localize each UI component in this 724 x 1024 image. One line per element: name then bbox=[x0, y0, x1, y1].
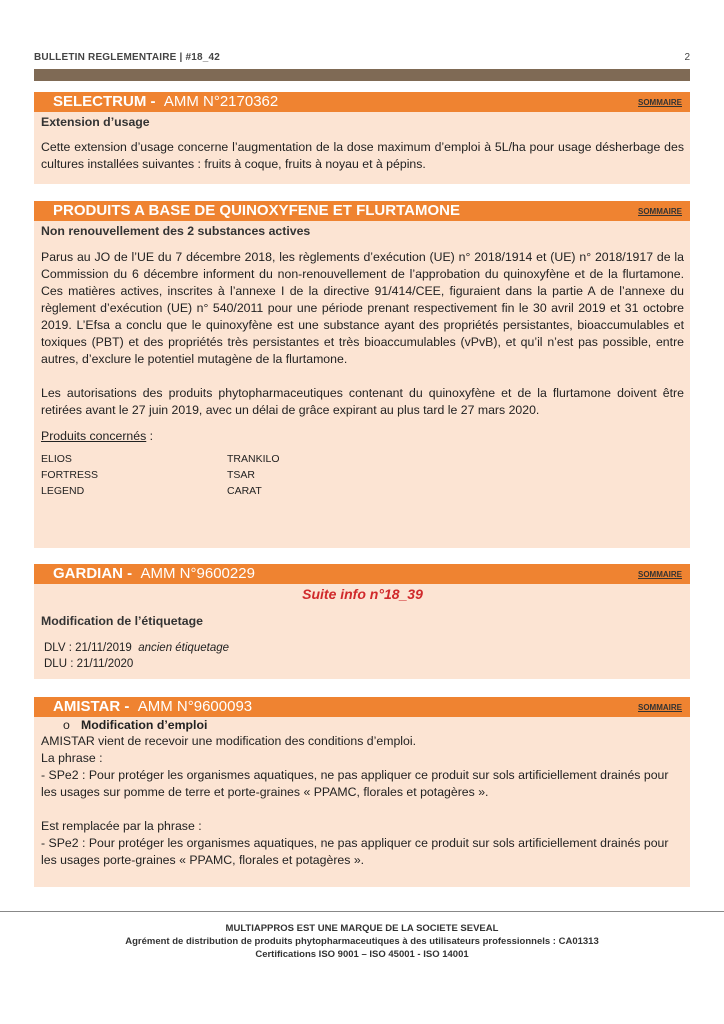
footer-line-2: Agrément de distribution de produits phytopharmaceutiques à des utilisateurs professionnels : CA01313 bbox=[125, 936, 599, 947]
section-header bbox=[34, 201, 690, 221]
section-title bbox=[53, 565, 255, 582]
section-body bbox=[34, 584, 690, 672]
amm-number: AMM N°9600229 bbox=[140, 565, 255, 582]
paragraph: - SPe2 : Pour protéger les organismes aquatiques, ne pas appliquer ce produit sur sols artificiellement drainés pour les usages sur pomme de terre et porte-graines « PPAMC, florales et potagères ». bbox=[41, 768, 669, 799]
list-item: FORTRESS bbox=[41, 469, 98, 481]
section-title bbox=[53, 202, 460, 219]
product-name: SELECTRUM - bbox=[53, 93, 156, 110]
page-header bbox=[34, 52, 690, 66]
paragraph: AMISTAR vient de recevoir une modification des conditions d’emploi. bbox=[41, 734, 417, 748]
products-colon: : bbox=[146, 429, 154, 443]
dlv-note: ancien étiquetage bbox=[138, 642, 230, 654]
section-header bbox=[34, 697, 690, 717]
bullet-icon: o bbox=[63, 718, 70, 732]
section-body bbox=[34, 717, 690, 869]
dlu-line: DLU : 21/11/2020 bbox=[44, 658, 134, 670]
section-gardian bbox=[34, 564, 690, 679]
header-divider-bar bbox=[34, 69, 690, 81]
dlv-line bbox=[41, 640, 684, 656]
list-item: TSAR bbox=[227, 469, 256, 481]
section-title bbox=[53, 698, 252, 715]
product-name: AMISTAR - bbox=[53, 698, 130, 715]
bulletin-title: BULLETIN REGLEMENTAIRE | #18_42 bbox=[34, 52, 221, 63]
product-name: GARDIAN - bbox=[53, 565, 133, 582]
section-body bbox=[34, 112, 690, 173]
products-label: Produits concernés bbox=[41, 429, 147, 443]
section-amistar bbox=[34, 697, 690, 887]
list-item: ELIOS bbox=[41, 453, 72, 465]
products-heading bbox=[41, 428, 684, 445]
paragraph: Les autorisations des produits phytopharmaceutiques contenant du quinoxyfène et de la flurtamone doivent être retirées avant le 27 juin 2019, avec un délai de grâce expirant au plus tard le 27 mars 2020. bbox=[41, 386, 684, 417]
page-number: 2 bbox=[684, 52, 690, 63]
suite-info-link[interactable]: Suite info n°18_39 bbox=[302, 586, 423, 602]
section-title bbox=[53, 93, 278, 110]
sommaire-link[interactable]: SOMMAIRE bbox=[638, 207, 682, 216]
list-item: CARAT bbox=[227, 485, 262, 497]
paragraph: - SPe2 : Pour protéger les organismes aquatiques, ne pas appliquer ce produit sur sols artificiellement drainés pour les usages porte-graines « PPAMC, florales et potagères ». bbox=[41, 836, 669, 867]
paragraph: Cette extension d’usage concerne l’augmentation de la dose maximum d’emploi à 5L/ha pour usage désherbage des cultures installées suivantes : fruits à coque, fruits à noyau et à pépins. bbox=[41, 140, 684, 171]
list-item: LEGEND bbox=[41, 485, 85, 497]
sommaire-link[interactable]: SOMMAIRE bbox=[638, 98, 682, 107]
products-list bbox=[41, 451, 684, 499]
section-body bbox=[34, 221, 690, 499]
section-selectrum bbox=[34, 92, 690, 184]
sommaire-link[interactable]: SOMMAIRE bbox=[638, 570, 682, 579]
dlv-date: DLV : 21/11/2019 bbox=[44, 642, 132, 654]
section-name: PRODUITS A BASE DE QUINOXYFENE ET FLURTAMONE bbox=[53, 202, 460, 219]
paragraph: Est remplacée par la phrase : bbox=[41, 819, 202, 833]
section-subtitle: Modification d’emploi bbox=[81, 718, 208, 732]
section-subtitle: Modification de l’étiquetage bbox=[41, 614, 203, 628]
footer-line-3: Certifications ISO 9001 – ISO 45001 - ISO 14001 bbox=[255, 949, 469, 960]
paragraph: Parus au JO de l’UE du 7 décembre 2018, les règlements d’exécution (UE) n° 2018/1914 et (UE) n° 2018/1917 de la Commission du 6 décembre informent du non-renouvellement de l’approbation du quinoxyfène et de la flurtamone. Ces matières actives, inscrites à l’annexe I de la directive 91/414/CEE, figuraient dans la partie A de l’annexe du règlement d’exécution (UE) n° 540/2011 pour une période prenant respectivement fin le 30 avril 2019 et 31 octobre 2019. L’Efsa a conclu que le quinoxyfène est une substance ayant des propriétés persistantes, bioaccumulables et toxiques (PBT) et des propriétés très persistantes et très bioaccumulables (vPvB), et qu’il n’est pas possible, entre autres, d’exclure le potentiel mutagène de la flurtamone. bbox=[41, 250, 684, 366]
sommaire-link[interactable]: SOMMAIRE bbox=[638, 703, 682, 712]
section-subtitle: Non renouvellement des 2 substances actives bbox=[41, 224, 311, 238]
section-subtitle: Extension d’usage bbox=[41, 115, 150, 129]
list-item: TRANKILO bbox=[227, 453, 280, 465]
section-quinoxyfene bbox=[34, 201, 690, 548]
paragraph: La phrase : bbox=[41, 751, 103, 765]
amm-number: AMM N°2170362 bbox=[163, 93, 279, 110]
section-header bbox=[34, 92, 690, 112]
footer-divider bbox=[0, 911, 724, 912]
section-header bbox=[34, 564, 690, 584]
page-footer bbox=[0, 922, 724, 961]
footer-line-1: MULTIAPPROS EST UNE MARQUE DE LA SOCIETE SEVEAL bbox=[225, 923, 499, 934]
amm-number: AMM N°9600093 bbox=[137, 698, 253, 715]
bullet-item bbox=[41, 717, 684, 733]
